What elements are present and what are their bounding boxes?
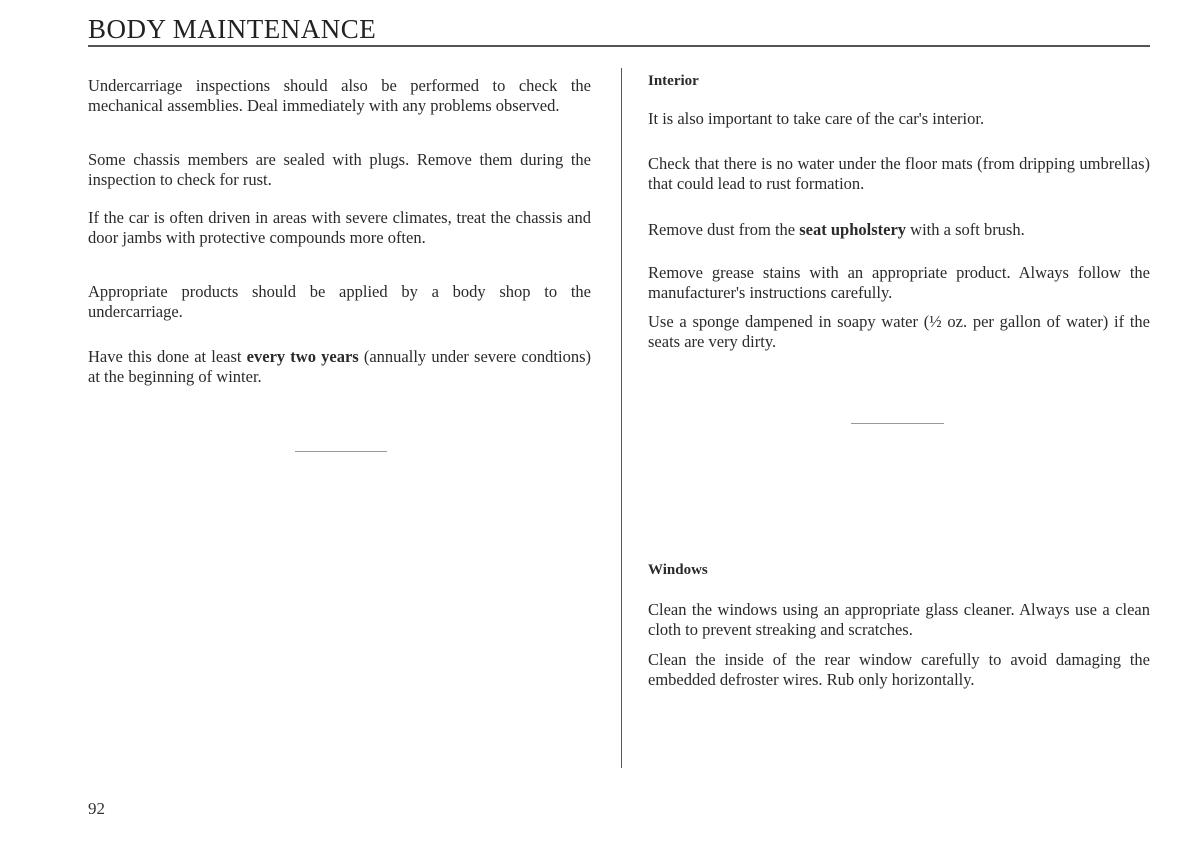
grease-stains-paragraph: Remove grease stains with an appropriate product. Always follow the manufacturer's instructions carefully. bbox=[648, 263, 1150, 302]
page-title: BODY MAINTENANCE bbox=[88, 14, 377, 44]
interior-section-end-rule bbox=[851, 423, 944, 424]
rear-window-paragraph: Clean the inside of the rear window carefully to avoid damaging the embedded defroster wires. Rub only horizontally. bbox=[648, 650, 1150, 689]
page-number: 92 bbox=[88, 799, 105, 818]
windows-heading: Windows bbox=[648, 562, 708, 578]
body-shop-paragraph: Appropriate products should be applied by a body shop to the undercarriage. bbox=[88, 282, 591, 321]
frequency-paragraph bbox=[88, 347, 591, 387]
title-rule bbox=[88, 45, 1150, 47]
column-divider bbox=[621, 68, 622, 768]
frequency-text-after: (annually under severe condtions) at the beginning of winter. bbox=[88, 347, 591, 386]
frequency-emphasis: every two years bbox=[246, 347, 359, 366]
upholstery-text-after: with a soft brush. bbox=[906, 220, 1025, 239]
glass-cleaner-paragraph: Clean the windows using an appropriate glass cleaner. Always use a clean cloth to prevent streaking and scratches. bbox=[648, 600, 1150, 639]
severe-climate-paragraph: If the car is often driven in areas with severe climates, treat the chassis and door jambs with protective compounds more often. bbox=[88, 208, 591, 247]
frequency-text-before: Have this done at least bbox=[88, 347, 247, 366]
left-section-end-rule bbox=[295, 451, 387, 452]
sponge-paragraph: Use a sponge dampened in soapy water (½ oz. per gallon of water) if the seats are very dirty. bbox=[648, 312, 1150, 351]
upholstery-text-before: Remove dust from the bbox=[648, 220, 800, 239]
interior-heading: Interior bbox=[648, 73, 699, 89]
undercarriage-paragraph: Undercarriage inspections should also be performed to check the mechanical assemblies. Deal immediately with any problems observed. bbox=[88, 76, 591, 115]
interior-intro-paragraph: It is also important to take care of the car's interior. bbox=[648, 109, 985, 128]
floor-mats-paragraph: Check that there is no water under the floor mats (from dripping umbrellas) that could lead to rust formation. bbox=[648, 154, 1150, 193]
upholstery-emphasis: seat upholstery bbox=[799, 220, 907, 239]
chassis-plugs-paragraph: Some chassis members are sealed with plugs. Remove them during the inspection to check for rust. bbox=[88, 150, 591, 189]
upholstery-paragraph bbox=[648, 220, 1150, 240]
